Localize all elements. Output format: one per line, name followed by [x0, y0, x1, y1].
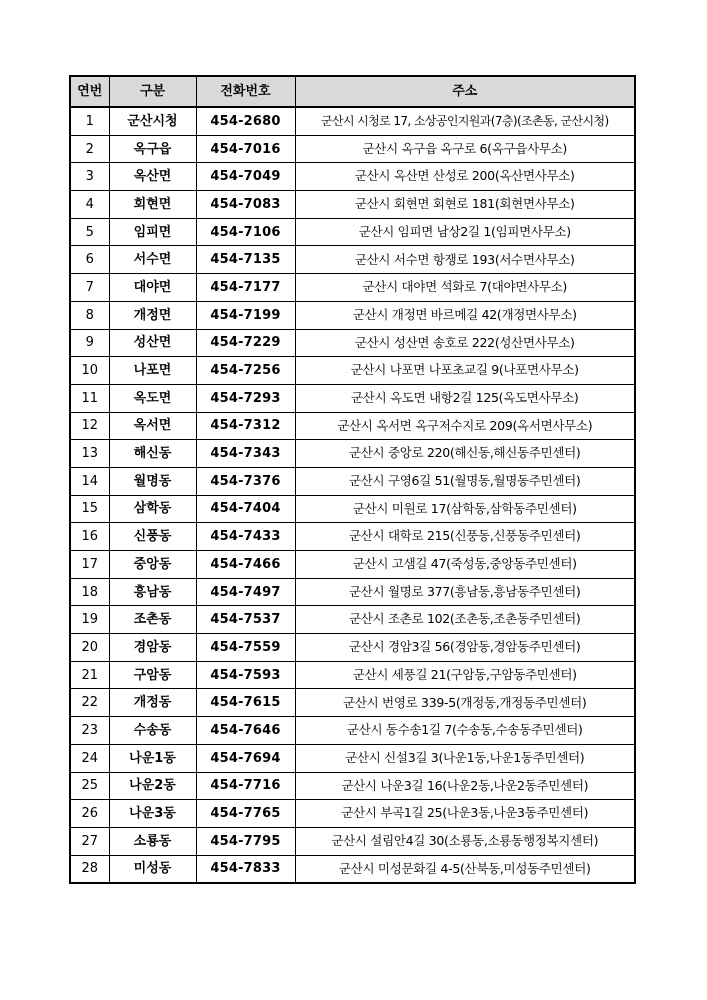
table-row [70, 191, 635, 219]
address-cell: 군산시 설림안4길 30(소룡동,소룡동행정복지센터) [295, 827, 635, 855]
division-name-cell: 개정동 [109, 689, 196, 717]
table-row [70, 551, 635, 579]
table-row [70, 107, 635, 135]
row-number-cell: 28 [70, 855, 109, 883]
division-name-cell: 신풍동 [109, 523, 196, 551]
phone-number-cell: 454-7615 [196, 689, 295, 717]
document-sheet [69, 75, 634, 884]
division-name-cell: 미성동 [109, 855, 196, 883]
phone-number-cell: 454-7256 [196, 357, 295, 385]
phone-number-cell: 454-7646 [196, 717, 295, 745]
address-cell: 군산시 미원로 17(삼학동,삼학동주민센터) [295, 495, 635, 523]
phone-number-cell: 454-7229 [196, 329, 295, 357]
address-cell: 군산시 대야면 석화로 7(대야면사무소) [295, 274, 635, 302]
address-cell: 군산시 신설3길 3(나운1동,나운1동주민센터) [295, 744, 635, 772]
address-cell: 군산시 나운3길 16(나운2동,나운2동주민센터) [295, 772, 635, 800]
division-name-cell: 소룡동 [109, 827, 196, 855]
address-cell: 군산시 옥서면 옥구저수지로 209(옥서면사무소) [295, 412, 635, 440]
row-number-cell: 27 [70, 827, 109, 855]
address-cell: 군산시 세풍길 21(구암동,구암동주민센터) [295, 661, 635, 689]
address-cell: 군산시 옥구읍 옥구로 6(옥구읍사무소) [295, 135, 635, 163]
phone-number-cell: 454-7049 [196, 163, 295, 191]
row-number-cell: 20 [70, 634, 109, 662]
phone-number-cell: 454-7083 [196, 191, 295, 219]
division-name-cell: 개정면 [109, 301, 196, 329]
address-cell: 군산시 월명로 377(흥남동,흥남동주민센터) [295, 578, 635, 606]
table-row [70, 301, 635, 329]
row-number-cell: 17 [70, 551, 109, 579]
table-row [70, 467, 635, 495]
row-number-cell: 15 [70, 495, 109, 523]
phone-number-cell: 454-7312 [196, 412, 295, 440]
division-name-cell: 조촌동 [109, 606, 196, 634]
address-cell: 군산시 고샘길 47(죽성동,중앙동주민센터) [295, 551, 635, 579]
table-row [70, 772, 635, 800]
division-name-cell: 성산면 [109, 329, 196, 357]
table-row [70, 384, 635, 412]
address-cell: 군산시 중앙로 220(해신동,해신동주민센터) [295, 440, 635, 468]
division-name-cell: 옥도면 [109, 384, 196, 412]
office-directory-table [69, 75, 636, 884]
division-name-cell: 수송동 [109, 717, 196, 745]
division-name-cell: 나포면 [109, 357, 196, 385]
row-number-cell: 1 [70, 107, 109, 135]
division-name-cell: 월명동 [109, 467, 196, 495]
table-row [70, 135, 635, 163]
row-number-cell: 14 [70, 467, 109, 495]
division-name-cell: 흥남동 [109, 578, 196, 606]
division-name-cell: 나운3동 [109, 800, 196, 828]
table-body [70, 107, 635, 883]
phone-number-cell: 454-7537 [196, 606, 295, 634]
division-name-cell: 삼학동 [109, 495, 196, 523]
header-number: 연번 [70, 76, 109, 107]
phone-number-cell: 454-7376 [196, 467, 295, 495]
address-cell: 군산시 부곡1길 25(나운3동,나운3동주민센터) [295, 800, 635, 828]
division-name-cell: 옥구읍 [109, 135, 196, 163]
phone-number-cell: 454-7404 [196, 495, 295, 523]
division-name-cell: 서수면 [109, 246, 196, 274]
row-number-cell: 22 [70, 689, 109, 717]
phone-number-cell: 454-7765 [196, 800, 295, 828]
address-cell: 군산시 회현면 회현로 181(회현면사무소) [295, 191, 635, 219]
table-row [70, 717, 635, 745]
address-cell: 군산시 나포면 나포초교길 9(나포면사무소) [295, 357, 635, 385]
phone-number-cell: 454-7135 [196, 246, 295, 274]
address-cell: 군산시 성산면 송호로 222(성산면사무소) [295, 329, 635, 357]
table-row [70, 495, 635, 523]
table-row [70, 827, 635, 855]
row-number-cell: 24 [70, 744, 109, 772]
row-number-cell: 7 [70, 274, 109, 302]
division-name-cell: 옥산면 [109, 163, 196, 191]
row-number-cell: 11 [70, 384, 109, 412]
phone-number-cell: 454-7559 [196, 634, 295, 662]
phone-number-cell: 454-7293 [196, 384, 295, 412]
table-row [70, 744, 635, 772]
row-number-cell: 6 [70, 246, 109, 274]
table-row [70, 274, 635, 302]
row-number-cell: 13 [70, 440, 109, 468]
table-row [70, 661, 635, 689]
row-number-cell: 5 [70, 218, 109, 246]
phone-number-cell: 454-7343 [196, 440, 295, 468]
table-row [70, 412, 635, 440]
row-number-cell: 18 [70, 578, 109, 606]
phone-number-cell: 454-7106 [196, 218, 295, 246]
address-cell: 군산시 동수송1길 7(수송동,수송동주민센터) [295, 717, 635, 745]
row-number-cell: 25 [70, 772, 109, 800]
table-row [70, 855, 635, 883]
address-cell: 군산시 구영6길 51(월명동,월명동주민센터) [295, 467, 635, 495]
phone-number-cell: 454-7593 [196, 661, 295, 689]
phone-number-cell: 454-7466 [196, 551, 295, 579]
phone-number-cell: 454-7694 [196, 744, 295, 772]
header-phone: 전화번호 [196, 76, 295, 107]
division-name-cell: 나운1동 [109, 744, 196, 772]
row-number-cell: 23 [70, 717, 109, 745]
row-number-cell: 19 [70, 606, 109, 634]
row-number-cell: 4 [70, 191, 109, 219]
table-row [70, 523, 635, 551]
address-cell: 군산시 시청로 17, 소상공인지원과(7층)(조촌동, 군산시청) [295, 107, 635, 135]
table-row [70, 246, 635, 274]
phone-number-cell: 454-7433 [196, 523, 295, 551]
address-cell: 군산시 서수면 항쟁로 193(서수면사무소) [295, 246, 635, 274]
address-cell: 군산시 조촌로 102(조촌동,조촌동주민센터) [295, 606, 635, 634]
table-header [70, 76, 635, 107]
division-name-cell: 옥서면 [109, 412, 196, 440]
header-division: 구분 [109, 76, 196, 107]
division-name-cell: 나운2동 [109, 772, 196, 800]
phone-number-cell: 454-7795 [196, 827, 295, 855]
phone-number-cell: 454-7833 [196, 855, 295, 883]
address-cell: 군산시 경암3길 56(경암동,경암동주민센터) [295, 634, 635, 662]
phone-number-cell: 454-7177 [196, 274, 295, 302]
row-number-cell: 9 [70, 329, 109, 357]
row-number-cell: 8 [70, 301, 109, 329]
header-address: 주소 [295, 76, 635, 107]
header-row [70, 76, 635, 107]
address-cell: 군산시 개정면 바르메길 42(개정면사무소) [295, 301, 635, 329]
table-row [70, 689, 635, 717]
row-number-cell: 26 [70, 800, 109, 828]
address-cell: 군산시 옥산면 산성로 200(옥산면사무소) [295, 163, 635, 191]
phone-number-cell: 454-7199 [196, 301, 295, 329]
division-name-cell: 경암동 [109, 634, 196, 662]
table-row [70, 329, 635, 357]
row-number-cell: 12 [70, 412, 109, 440]
division-name-cell: 임피면 [109, 218, 196, 246]
phone-number-cell: 454-7716 [196, 772, 295, 800]
row-number-cell: 21 [70, 661, 109, 689]
table-row [70, 606, 635, 634]
phone-number-cell: 454-7497 [196, 578, 295, 606]
division-name-cell: 중앙동 [109, 551, 196, 579]
address-cell: 군산시 옥도면 내항2길 125(옥도면사무소) [295, 384, 635, 412]
row-number-cell: 16 [70, 523, 109, 551]
address-cell: 군산시 번영로 339-5(개정동,개정동주민센터) [295, 689, 635, 717]
division-name-cell: 군산시청 [109, 107, 196, 135]
division-name-cell: 구암동 [109, 661, 196, 689]
phone-number-cell: 454-2680 [196, 107, 295, 135]
table-row [70, 357, 635, 385]
address-cell: 군산시 대학로 215(신풍동,신풍동주민센터) [295, 523, 635, 551]
phone-number-cell: 454-7016 [196, 135, 295, 163]
address-cell: 군산시 임피면 남상2길 1(임피면사무소) [295, 218, 635, 246]
table-row [70, 800, 635, 828]
row-number-cell: 2 [70, 135, 109, 163]
table-row [70, 440, 635, 468]
table-row [70, 634, 635, 662]
row-number-cell: 3 [70, 163, 109, 191]
table-row [70, 218, 635, 246]
table-row [70, 163, 635, 191]
address-cell: 군산시 미성문화길 4-5(산북동,미성동주민센터) [295, 855, 635, 883]
division-name-cell: 해신동 [109, 440, 196, 468]
division-name-cell: 회현면 [109, 191, 196, 219]
row-number-cell: 10 [70, 357, 109, 385]
table-row [70, 578, 635, 606]
division-name-cell: 대야면 [109, 274, 196, 302]
